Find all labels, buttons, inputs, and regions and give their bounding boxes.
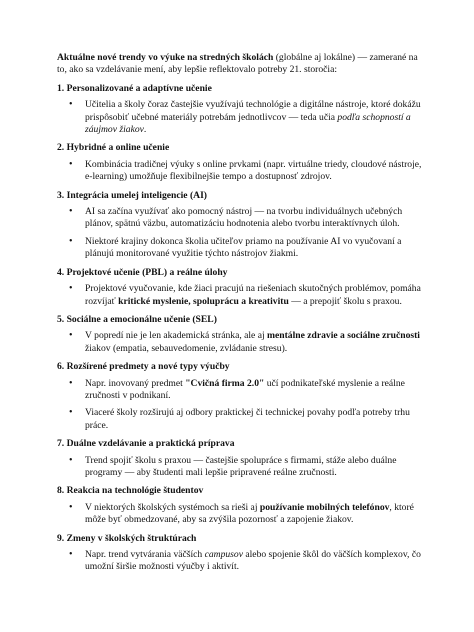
list-item: • Niektoré krajiny dokonca školia učiteľov priamo na používanie AI vo vyučovaní a plánujú monitorované využitie týchto nástrojov žiakmi. (57, 236, 424, 261)
list-item: • V popredí nie je len akademická stránka, ale aj mentálne zdravie a sociálne zručnosti žiakov (empatia, sebauvedomenie, zvládanie stresu). (57, 330, 424, 355)
section-2 (57, 142, 424, 183)
document-page (57, 52, 424, 580)
section-7 (57, 438, 424, 479)
section-heading: 1. Personalizované a adaptívne učenie (57, 82, 212, 94)
list-item: • AI sa začína využívať ako pomocný nástroj — na tvorbu individuálnych učebných plánov, spätnú väzbu, automatizáciu hodnotenia alebo tvorbu interaktívnych úloh. (57, 206, 424, 231)
section-5 (57, 314, 424, 355)
intro-bold: Aktuálne nové trendy vo výuke na stredných školách (57, 52, 274, 63)
section-heading: 4. Projektové učenie (PBL) a reálne úlohy (57, 266, 228, 278)
section-heading: 6. Rozšírené predmety a nové typy výučby (57, 361, 230, 373)
section-heading: 8. Reakcia na technológie študentov (57, 485, 204, 497)
section-heading: 7. Duálne vzdelávanie a praktická príprava (57, 438, 235, 450)
section-4 (57, 267, 424, 308)
list-item: • Trend spojiť školu s praxou — častejšie spolupráce s firmami, stáže alebo duálne programy — aby študenti mali lepšie pripravené reálne zručnosti. (57, 455, 424, 480)
section-heading: 2. Hybridné a online učenie (57, 142, 170, 154)
list-item: • Napr. inovovaný predmet "Cvičná firma 2.0" učí podnikateľské myslenie a reálne zručnosti v podnikaní. (57, 378, 424, 403)
intro-paragraph (57, 52, 424, 77)
intro-text: (globálne aj lokálne) — zamerané na to, ako sa vzdelávanie mení, aby lepšie reflektovalo potreby 21. storočia: (57, 52, 418, 76)
section-heading: 3. Integrácia umelej inteligencie (AI) (57, 189, 207, 201)
list-item: • Učitelia a školy čoraz častejšie využívajú technológie a digitálne nástroje, ktoré dokážu prispôsobiť učebné materiály potrebám jednotlivcov — teda učia podľa schopností a záujmov žiakov. (57, 99, 424, 136)
list-item: • Projektové vyučovanie, kde žiaci pracujú na riešeniach skutočných problémov, pomáha rozvíjať kritické myslenie, spoluprácu a kreativitu — a prepojiť školu s praxou. (57, 283, 424, 308)
list-item: • Viaceré školy rozširujú aj odbory praktickej či technickej povahy podľa potreby trhu práce. (57, 407, 424, 432)
list-item: • V niektorých školských systémoch sa rieši aj používanie mobilných telefónov, ktoré môže byť obmedzované, aby sa zvýšila pozornosť a zapojenie žiakov. (57, 502, 424, 527)
section-heading: 9. Zmeny v školských štruktúrach (57, 532, 197, 544)
section-3 (57, 190, 424, 261)
section-1 (57, 83, 424, 137)
section-9 (57, 533, 424, 574)
section-6 (57, 361, 424, 432)
section-8 (57, 485, 424, 526)
section-heading: 5. Sociálne a emocionálne učenie (SEL) (57, 313, 217, 325)
list-item: • Napr. trend vytvárania väčších campusov alebo spojenie škôl do väčších komplexov, čo umožní širšie možnosti výučby i aktivít. (57, 549, 424, 574)
list-item: • Kombinácia tradičnej výuky s online prvkami (napr. virtuálne triedy, cloudové nástroje, e-learning) umožňuje flexibilnejšie tempo a dostupnosť zdrojov. (57, 159, 424, 184)
